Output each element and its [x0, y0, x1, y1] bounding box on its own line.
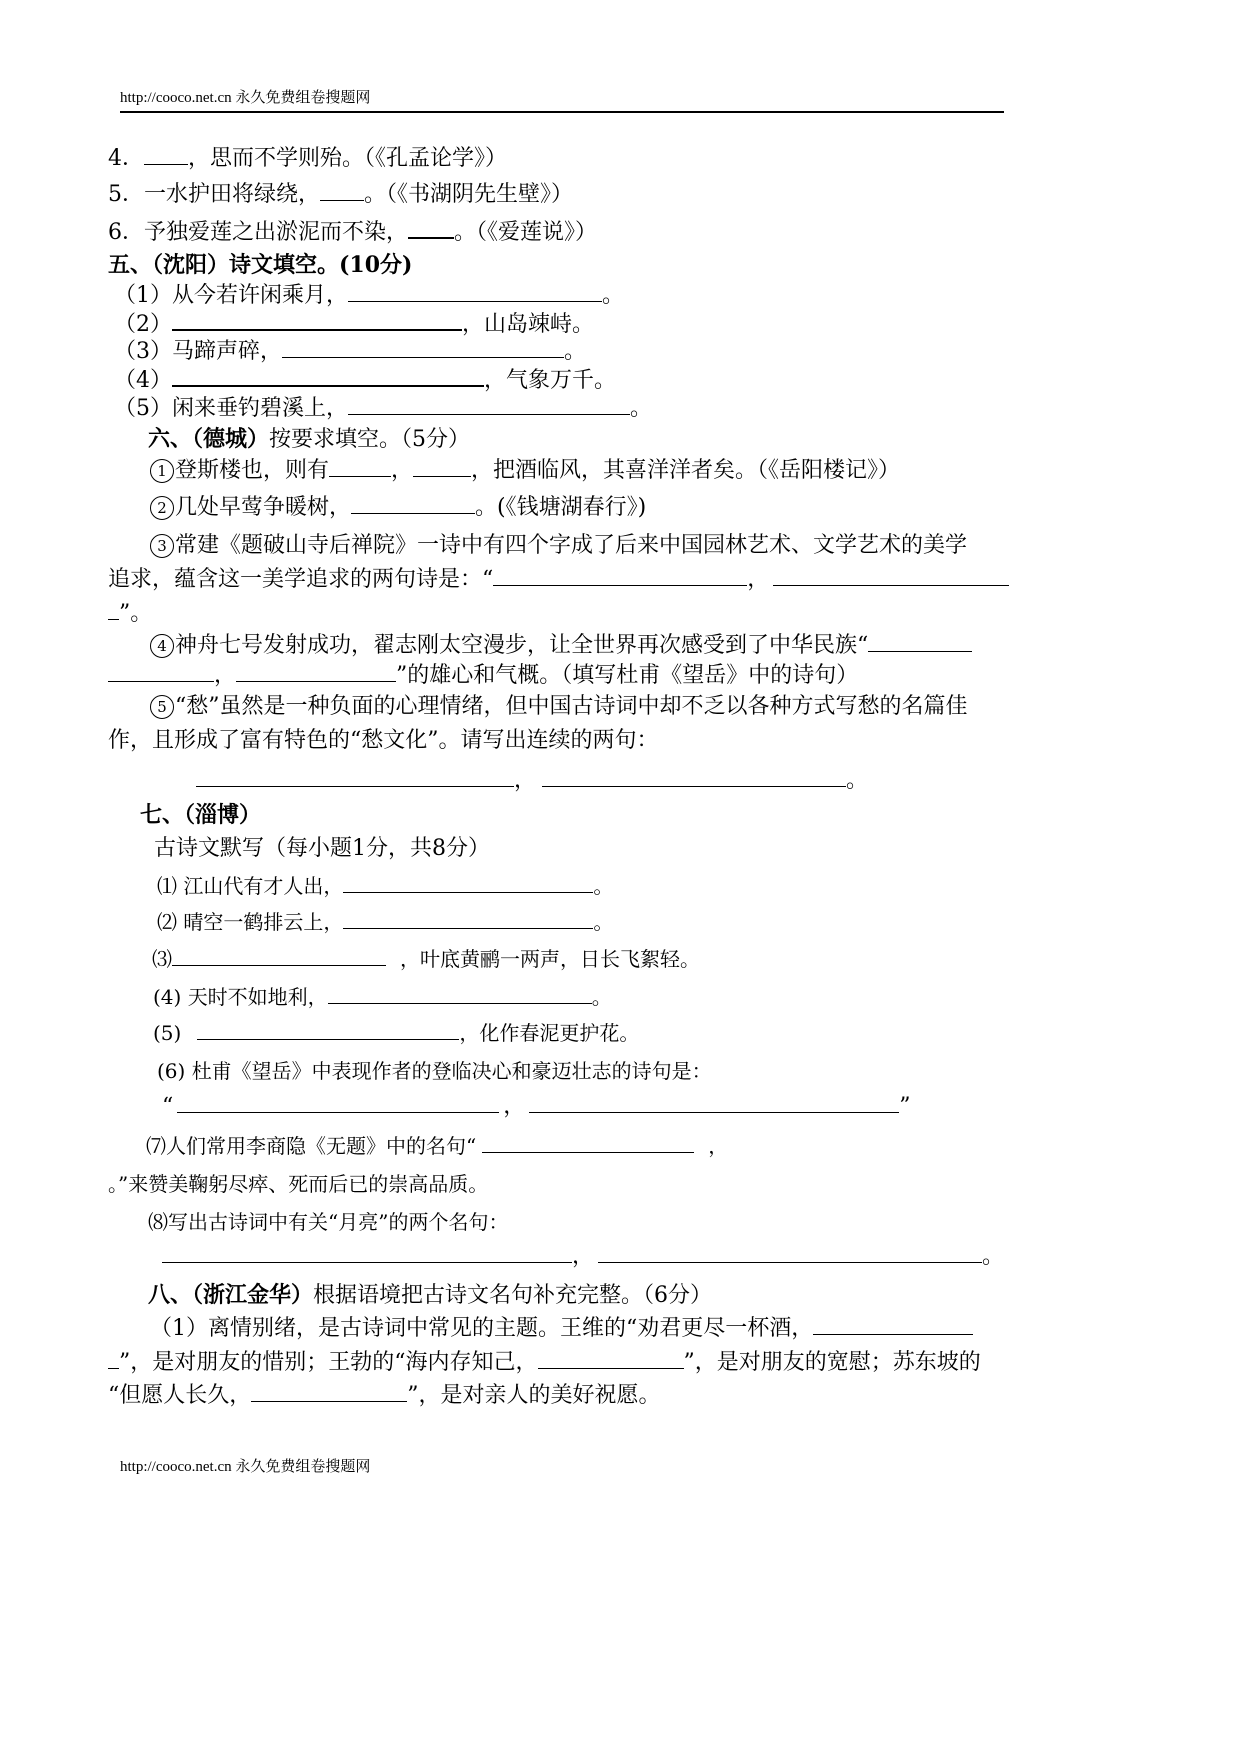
question-4-text: ，思而不学则殆。（《孔孟论学》） [188, 146, 508, 171]
s5-question-3-text: 。 [564, 339, 587, 364]
separator: ， [514, 768, 537, 793]
answer-blank[interactable] [868, 633, 972, 652]
answer-blank[interactable] [172, 311, 462, 331]
separator: ， [214, 663, 237, 688]
s5-question-2-prefix: （2） [114, 312, 172, 337]
answer-blank[interactable] [177, 1094, 499, 1113]
answer-blank[interactable] [251, 1383, 407, 1402]
section-7-subtitle: 古诗文默写（每小题1分，共8分） [154, 836, 490, 861]
answer-blank[interactable] [408, 219, 454, 239]
answer-blank[interactable] [162, 1244, 572, 1263]
answer-blank[interactable] [282, 339, 564, 358]
section-8-title-text: 根据语境把古诗文名句补充完整。（6分） [313, 1283, 713, 1308]
s6-question-5-line-1 [150, 694, 968, 720]
s5-question-2-text: ，山岛竦峙。 [462, 312, 595, 337]
question-5 [108, 182, 573, 208]
open-quote: “ [162, 1094, 174, 1119]
s5-question-3 [114, 339, 586, 365]
answer-blank[interactable] [813, 1316, 973, 1335]
s8-question-1-line-1 [150, 1316, 973, 1342]
answer-blank[interactable] [196, 768, 514, 787]
answer-blank[interactable] [529, 1094, 899, 1113]
answer-blank[interactable] [236, 663, 396, 682]
answer-blank[interactable] [343, 910, 593, 929]
answer-blank[interactable] [348, 283, 602, 302]
section-5-title: 五、（沈阳）诗文填空。(10分) [108, 252, 413, 278]
circled-number: 4 [150, 634, 174, 658]
circled-number: 3 [150, 534, 174, 558]
s7-question-3-text: ，叶底黄鹂一两声，日长飞絮轻。 [400, 947, 700, 971]
s5-question-2 [114, 311, 594, 338]
s8-question-1-text-3: ”，是对朋友的宽慰；苏东坡的 [683, 1350, 981, 1375]
s7-question-8-line-1: ⑻写出古诗词中有关“月亮”的两个名句： [148, 1210, 509, 1234]
s5-question-4 [114, 367, 616, 394]
s5-question-1-prefix: （1）从今若许闲乘月， [114, 283, 348, 308]
circled-number: 1 [150, 459, 174, 483]
s5-question-4-prefix: （4） [114, 368, 172, 393]
s7-question-2-text: ⑵ 晴空一鹤排云上， [157, 910, 344, 934]
separator: ， [503, 1094, 526, 1119]
separator: ， [572, 1244, 595, 1269]
s6-question-2-rest: 。(《钱塘湖春行》) [475, 495, 647, 520]
question-6-prefix: 6．予独爱莲之出淤泥而不染， [108, 220, 408, 245]
question-6-text: 。（《爱莲说》） [454, 220, 598, 245]
s7-question-1 [157, 873, 613, 899]
separator: ， [391, 458, 414, 483]
s7-question-7-text: ⑺人们常用李商隐《无题》中的名句“ [146, 1134, 477, 1158]
s7-question-1-text: ⑴ 江山代有才人出， [157, 874, 344, 898]
answer-blank[interactable] [197, 1021, 459, 1040]
answer-blank[interactable] [773, 567, 1009, 586]
section-7-title: 七、（淄博） [140, 802, 262, 828]
s7-question-4 [153, 984, 612, 1010]
section-6-title-text: 按要求填空。（5分） [269, 427, 471, 452]
answer-blank[interactable] [348, 396, 630, 415]
s6-question-4-text: 神舟七号发射成功，翟志刚太空漫步，让全世界再次感受到了中华民族“ [175, 633, 869, 658]
s5-question-3-prefix: （3）马蹄声碎， [114, 339, 282, 364]
s6-question-3-line-3 [108, 601, 152, 627]
s6-question-3-line-1 [150, 533, 967, 559]
question-5-text: 。（《书湖阴先生壁》） [364, 182, 574, 207]
answer-blank[interactable] [108, 1350, 119, 1369]
answer-blank[interactable] [343, 874, 593, 893]
s5-question-1 [114, 283, 624, 309]
s6-question-2 [150, 495, 646, 521]
s6-question-1 [150, 458, 900, 484]
close-quote: ” [899, 1094, 911, 1119]
s7-question-2 [157, 909, 613, 935]
s6-question-2-text: 几处早莺争暖树， [175, 495, 352, 520]
s6-question-4-line-2 [108, 663, 858, 689]
question-4-prefix: 4． [108, 146, 144, 171]
s7-question-7-line-2: 。”来赞美鞠躬尽瘁、死而后已的崇高品质。 [108, 1172, 489, 1196]
answer-blank[interactable] [413, 458, 471, 477]
s8-question-1-text: （1）离情别绪，是古诗词中常见的主题。王维的“劝君更尽一杯酒， [150, 1316, 814, 1341]
s7-question-5 [153, 1020, 639, 1046]
period: 。 [846, 768, 869, 793]
s8-question-1-text-4: “但愿人长久， [108, 1383, 252, 1408]
s5-question-5-text: 。 [630, 396, 653, 421]
answer-blank[interactable] [538, 1350, 684, 1369]
s7-question-5-num: (5) [153, 1021, 182, 1045]
section-6-title [148, 426, 470, 453]
answer-blank[interactable] [542, 768, 846, 787]
s6-question-4-line-1 [150, 633, 972, 659]
circled-number: 2 [150, 496, 174, 520]
answer-blank[interactable] [144, 146, 188, 165]
s6-question-5-text: “愁”虽然是一种负面的心理情绪，但中国古诗词中却不乏以各种方式写愁的名篇佳 [175, 694, 968, 719]
s8-question-1-line-3 [108, 1383, 661, 1409]
answer-blank[interactable] [351, 495, 475, 514]
s7-question-5-text: ，化作春泥更护花。 [459, 1021, 640, 1045]
question-6 [108, 219, 597, 246]
answer-blank[interactable] [108, 601, 119, 620]
period: 。 [593, 874, 614, 898]
s7-question-4-text: (4) 天时不如地利， [153, 985, 328, 1009]
s6-question-1-rest: ，把酒临风，其喜洋洋者矣。（《岳阳楼记》） [471, 458, 901, 483]
separator: ， [747, 567, 770, 592]
s7-question-8-line-2 [162, 1244, 1004, 1270]
answer-blank[interactable] [172, 947, 386, 966]
answer-blank[interactable] [108, 663, 214, 682]
s6-question-5-line-3 [196, 768, 868, 794]
answer-blank[interactable] [493, 567, 747, 586]
answer-blank[interactable] [328, 985, 592, 1004]
question-5-prefix: 5．一水护田将绿绕， [108, 182, 320, 207]
s6-question-3-line-2 [108, 567, 1009, 593]
s8-question-1-text-2: ”，是对朋友的惜别；王勃的“海内存知己， [119, 1350, 538, 1375]
s6-question-1-text: 登斯楼也，则有 [175, 458, 330, 483]
s7-question-6-line-1: (6) 杜甫《望岳》中表现作者的登临决心和豪迈壮志的诗句是： [157, 1059, 712, 1083]
section-8-title [148, 1282, 712, 1309]
s5-question-5 [114, 396, 652, 422]
s7-question-3 [152, 946, 700, 972]
section-8-title-region: 八、（浙江金华） [148, 1282, 314, 1308]
period: 。 [982, 1244, 1005, 1269]
answer-blank[interactable] [482, 1134, 694, 1153]
s7-question-3-num: ⑶ [152, 947, 172, 971]
page-header: http://cooco.net.cn 永久免费组卷搜题网 [120, 90, 371, 106]
period: 。 [593, 910, 614, 934]
s8-question-1-line-2 [108, 1350, 981, 1376]
question-4 [108, 146, 507, 172]
s5-question-4-text: ，气象万千。 [484, 368, 617, 393]
s6-question-5-line-2: 作，且形成了富有特色的“愁文化”。请写出连续的两句： [108, 728, 659, 753]
answer-blank[interactable] [598, 1244, 982, 1263]
page-footer: http://cooco.net.cn 永久免费组卷搜题网 [120, 1459, 371, 1475]
answer-blank[interactable] [172, 367, 484, 387]
s6-question-4-rest: ”的雄心和气概。（填写杜甫《望岳》中的诗句） [396, 663, 859, 688]
header-rule [120, 111, 1004, 113]
answer-blank[interactable] [329, 458, 391, 477]
s6-question-3-text-2: 追求，蕴含这一美学追求的两句诗是：“ [108, 567, 494, 592]
circled-number: 5 [150, 695, 174, 719]
s8-question-1-text-5: ”，是对亲人的美好祝愿。 [407, 1383, 661, 1408]
s5-question-1-text: 。 [602, 283, 625, 308]
section-6-title-region: 六、（德城） [148, 426, 270, 452]
answer-blank[interactable] [320, 182, 364, 201]
closing-quote: ”。 [119, 601, 153, 626]
period: 。 [591, 985, 612, 1009]
s7-question-7-line-1 [146, 1133, 728, 1159]
s7-question-6-line-2 [162, 1094, 911, 1120]
separator: ， [708, 1134, 729, 1158]
s5-question-5-prefix: （5）闲来垂钓碧溪上， [114, 396, 348, 421]
s6-question-3-text: 常建《题破山寺后禅院》一诗中有四个字成了后来中国园林艺术、文学艺术的美学 [175, 533, 968, 558]
